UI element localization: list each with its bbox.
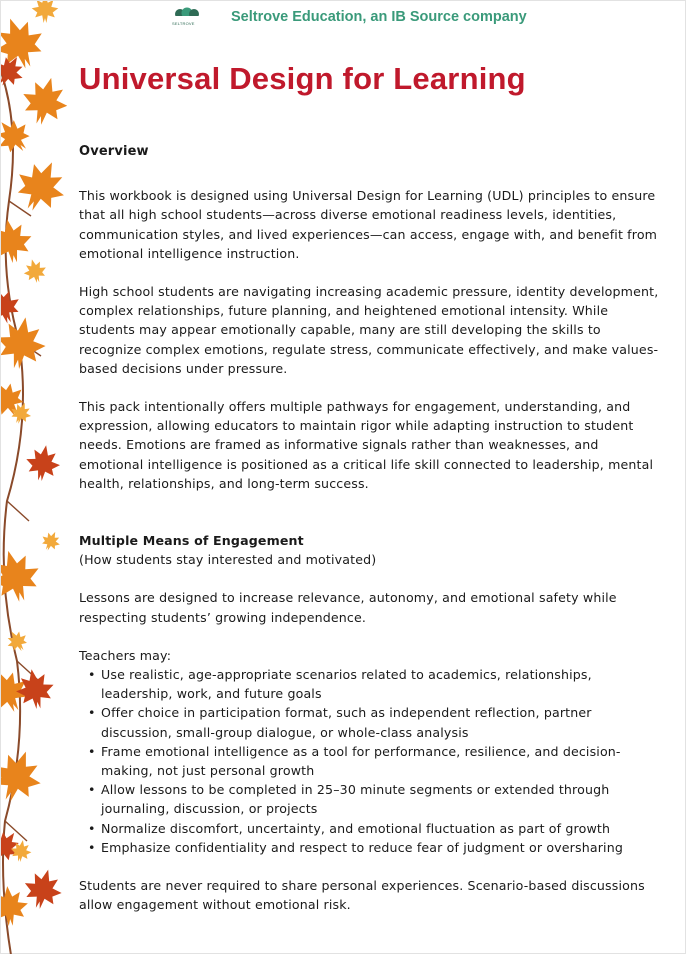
teacher-strategies-list — [79, 665, 659, 857]
company-name: Seltrove Education, an IB Source company — [231, 9, 527, 25]
logo-text: SELTROVE — [172, 21, 195, 26]
overview-paragraph-1: This workbook is designed using Universal Design for Learning (UDL) principles to ensure that all high school students—across diverse emotional readiness levels, identities, communication styles, and lived experiences—can access, engage with, and benefit from emotional intelligence instruction. — [79, 188, 658, 261]
engagement-closing: Students are never required to share personal experiences. Scenario-based discussions allow engagement without emotional risk. — [79, 878, 645, 913]
autumn-leaf-border — [1, 1, 67, 954]
engagement-subheading: (How students stay interested and motivated) — [79, 552, 377, 568]
page-title: Universal Design for Learning — [79, 61, 526, 96]
page-header — [171, 7, 527, 27]
overview-paragraph-3: This pack intentionally offers multiple pathways for engagement, understanding, and expression, allowing educators to maintain rigor while adapting instruction to student needs. Emotions are framed as informative signals rather than weaknesses, and emotional intelligence is positioned as a critical life skill connected to leadership, mental health, relationships, and long-term success. — [79, 399, 654, 491]
list-item: • Emphasize confidentiality and respect to reduce fear of judgment or oversharing — [79, 838, 659, 857]
engagement-intro: Lessons are designed to increase relevance, autonomy, and emotional safety while respecting students’ growing independence. — [79, 590, 617, 625]
list-item: • Use realistic, age-appropriate scenarios related to academics, relationships, leadership, work, and future goals — [79, 665, 659, 703]
overview-paragraph-2: High school students are navigating increasing academic pressure, identity development, complex relationships, future planning, and heightened emotional intensity. While students may appear emotionally capable, many are still developing the skills to recognize complex emotions, regulate stress, communicate effectively, and make values-based decisions under pressure. — [79, 284, 659, 376]
maple-leaf-border-icon — [1, 1, 67, 954]
list-item: • Allow lessons to be completed in 25–30 minute segments or extended through journaling, discussion, or projects — [79, 780, 659, 818]
seltrove-logo-icon — [171, 6, 201, 28]
document-body — [79, 142, 659, 934]
teachers-label: Teachers may: — [79, 647, 172, 663]
list-item: • Frame emotional intelligence as a tool for performance, resilience, and decision-making, not just personal growth — [79, 742, 659, 780]
overview-heading: Overview — [79, 144, 149, 159]
list-item: • Normalize discomfort, uncertainty, and emotional fluctuation as part of growth — [79, 819, 659, 838]
list-item: • Offer choice in participation format, such as independent reflection, partner discussion, small-group dialogue, or whole-class analysis — [79, 703, 659, 741]
engagement-heading: Multiple Means of Engagement — [79, 533, 304, 549]
